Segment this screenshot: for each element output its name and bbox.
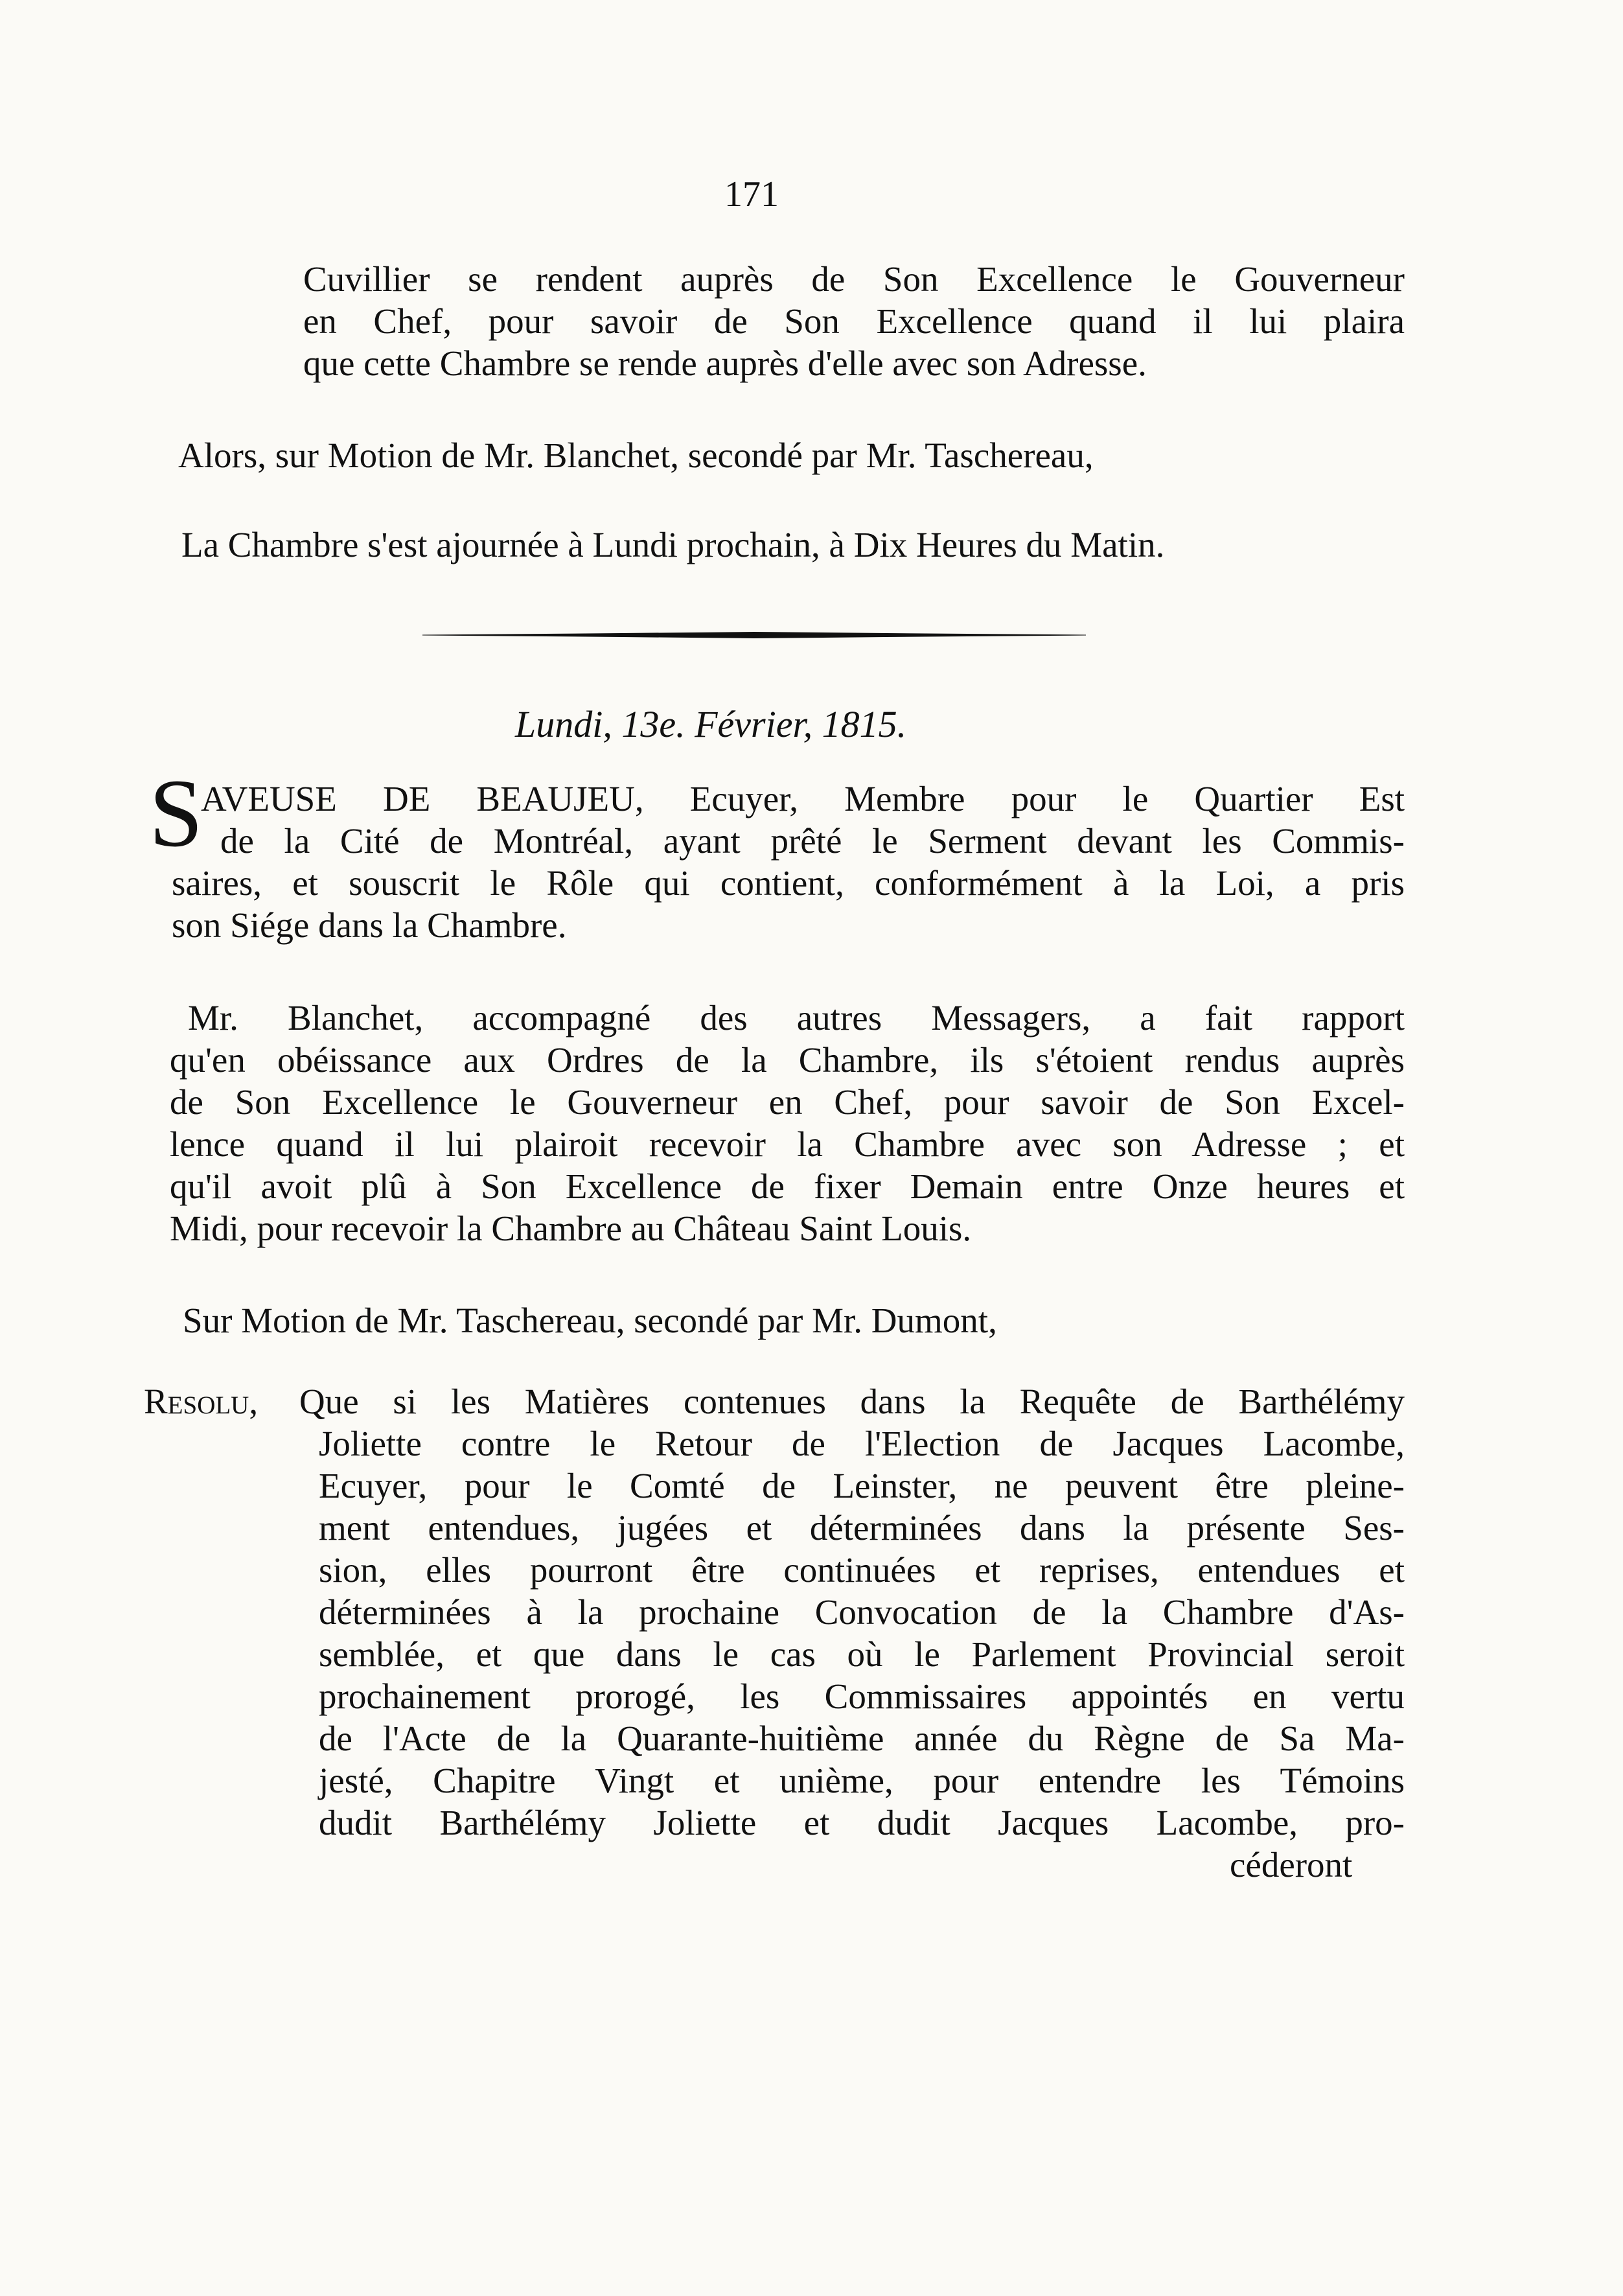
adjournment-line: La Chambre s'est ajournée à Lundi prochain, à Dix Heures du Matin. xyxy=(181,525,1165,564)
text-line: en Chef, pour savoir de Son Excellence quand il lui plaira xyxy=(303,301,1405,341)
text-line: Ecuyer, pour le Comté de Leinster, ne peuvent être pleine- xyxy=(319,1466,1405,1505)
date-heading: Lundi, 13e. Février, 1815. xyxy=(515,703,907,745)
text-line: son Siége dans la Chambre. xyxy=(172,905,567,945)
text-line: semblée, et que dans le cas où le Parlement Provincial seroit xyxy=(319,1634,1405,1674)
text-line: que cette Chambre se rende auprès d'elle avec son Adresse. xyxy=(303,343,1147,383)
text-line: de l'Acte de la Quarante-huitième année du Règne de Sa Ma- xyxy=(319,1719,1405,1758)
text-line: lence quand il lui plairoit recevoir la Chambre avec son Adresse ; et xyxy=(170,1124,1405,1164)
text-line: Joliette contre le Retour de l'Election de Jacques Lacombe, xyxy=(319,1424,1405,1463)
text-line: de Son Excellence le Gouverneur en Chef, pour savoir de Son Excel- xyxy=(170,1082,1405,1122)
text-line: prochainement prorogé, les Commissaires appointés en vertu xyxy=(319,1676,1405,1716)
text-line: saires, et souscrit le Rôle qui contient, conformément à la Loi, a pris xyxy=(172,863,1405,903)
resolved-label: Resolu, xyxy=(144,1382,259,1421)
drop-cap: S xyxy=(149,760,203,867)
text-line: Mr. Blanchet, accompagné des autres Messagers, a fait rapport xyxy=(188,998,1405,1038)
text-line: Que si les Matières contenues dans la Requête de Barthélémy xyxy=(299,1382,1405,1421)
text-line: ment entendues, jugées et déterminées dans la présente Ses- xyxy=(319,1508,1405,1548)
section-rule xyxy=(422,632,1086,638)
text-line: qu'en obéissance aux Ordres de la Chambre, ils s'étoient rendus auprès xyxy=(170,1040,1405,1080)
text-line: Midi, pour recevoir la Chambre au Château Saint Louis. xyxy=(170,1209,972,1248)
text-line: jesté, Chapitre Vingt et unième, pour entendre les Témoins xyxy=(319,1761,1405,1800)
text-line: de la Cité de Montréal, ayant prêté le Serment devant les Commis- xyxy=(220,821,1405,861)
text-line: qu'il avoit plû à Son Excellence de fixer Demain entre Onze heures et xyxy=(170,1166,1405,1206)
text-line: déterminées à la prochaine Convocation de la Chambre d'As- xyxy=(319,1592,1405,1632)
text-line: AVEUSE DE BEAUJEU, Ecuyer, Membre pour le Quartier Est xyxy=(201,779,1405,818)
page-number: 171 xyxy=(724,174,779,215)
catchword: céderont xyxy=(1230,1845,1353,1884)
text-line: sion, elles pourront être continuées et reprises, entendues et xyxy=(319,1550,1405,1590)
motion-line: Sur Motion de Mr. Taschereau, secondé par Mr. Dumont, xyxy=(183,1301,997,1340)
text-line: dudit Barthélémy Joliette et dudit Jacques Lacombe, pro- xyxy=(319,1803,1405,1842)
motion-line: Alors, sur Motion de Mr. Blanchet, secondé par Mr. Taschereau, xyxy=(178,435,1094,475)
text-line: Cuvillier se rendent auprès de Son Excellence le Gouverneur xyxy=(303,259,1405,299)
